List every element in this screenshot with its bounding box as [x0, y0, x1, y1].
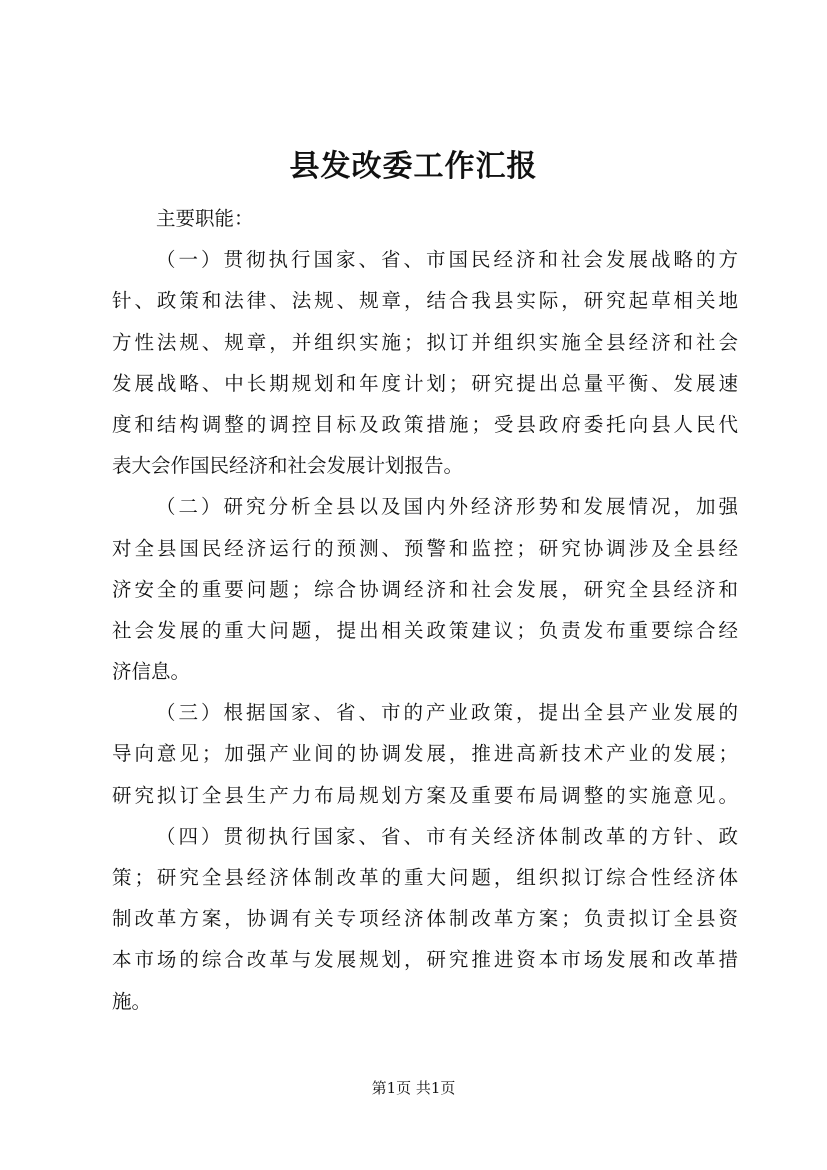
paragraph-line: 社会发展的重大问题，提出相关政策建议；负责发布重要综合经	[112, 618, 738, 642]
paragraph-line: 制改革方案，协调有关专项经济体制改革方案；负责拟订全县资	[112, 907, 738, 931]
document-body	[112, 198, 738, 1022]
paragraph-line: 本市场的综合改革与发展规划，研究推进资本市场发展和改革措	[112, 948, 738, 972]
paragraph-line: 表大会作国民经济和社会发展计划报告。	[112, 454, 464, 478]
page-footer: 第1页 共1页	[371, 1079, 456, 1097]
paragraph-line: （三）根据国家、省、市的产业政策，提出全县产业发展的	[156, 701, 738, 725]
paragraph-line: 发展战略、中长期规划和年度计划；研究提出总量平衡、发展速	[112, 371, 738, 395]
paragraph-line: 方性法规、规章，并组织实施；拟订并组织实施全县经济和社会	[112, 330, 738, 354]
paragraph-line: 度和结构调整的调控目标及政策措施；受县政府委托向县人民代	[112, 412, 738, 436]
paragraph-line: 导向意见；加强产业间的协调发展，推进高新技术产业的发展；	[112, 742, 738, 766]
paragraph-line: 对全县国民经济运行的预测、预警和监控；研究协调涉及全县经	[112, 536, 738, 560]
paragraph-line: 针、政策和法律、法规、规章，结合我县实际，研究起草相关地	[112, 289, 738, 313]
paragraph-line: 研究拟订全县生产力布局规划方案及重要布局调整的实施意见。	[112, 783, 738, 807]
paragraph-line: 策；研究全县经济体制改革的重大问题，组织拟订综合性经济体	[112, 866, 738, 889]
paragraph-line: （四）贯彻执行国家、省、市有关经济体制改革的方针、政	[156, 824, 738, 848]
paragraph-line: 济信息。	[112, 660, 191, 684]
paragraph-line: （一）贯彻执行国家、省、市国民经济和社会发展战略的方	[156, 248, 738, 272]
paragraph-line: 施。	[112, 989, 152, 1013]
document-title: 县发改委工作汇报	[289, 149, 538, 184]
paragraph-line: （二）研究分析全县以及国内外经济形势和发展情况，加强	[156, 495, 738, 519]
section-heading: 主要职能：	[156, 207, 254, 230]
paragraph-line: 济安全的重要问题；综合协调经济和社会发展，研究全县经济和	[112, 577, 738, 601]
